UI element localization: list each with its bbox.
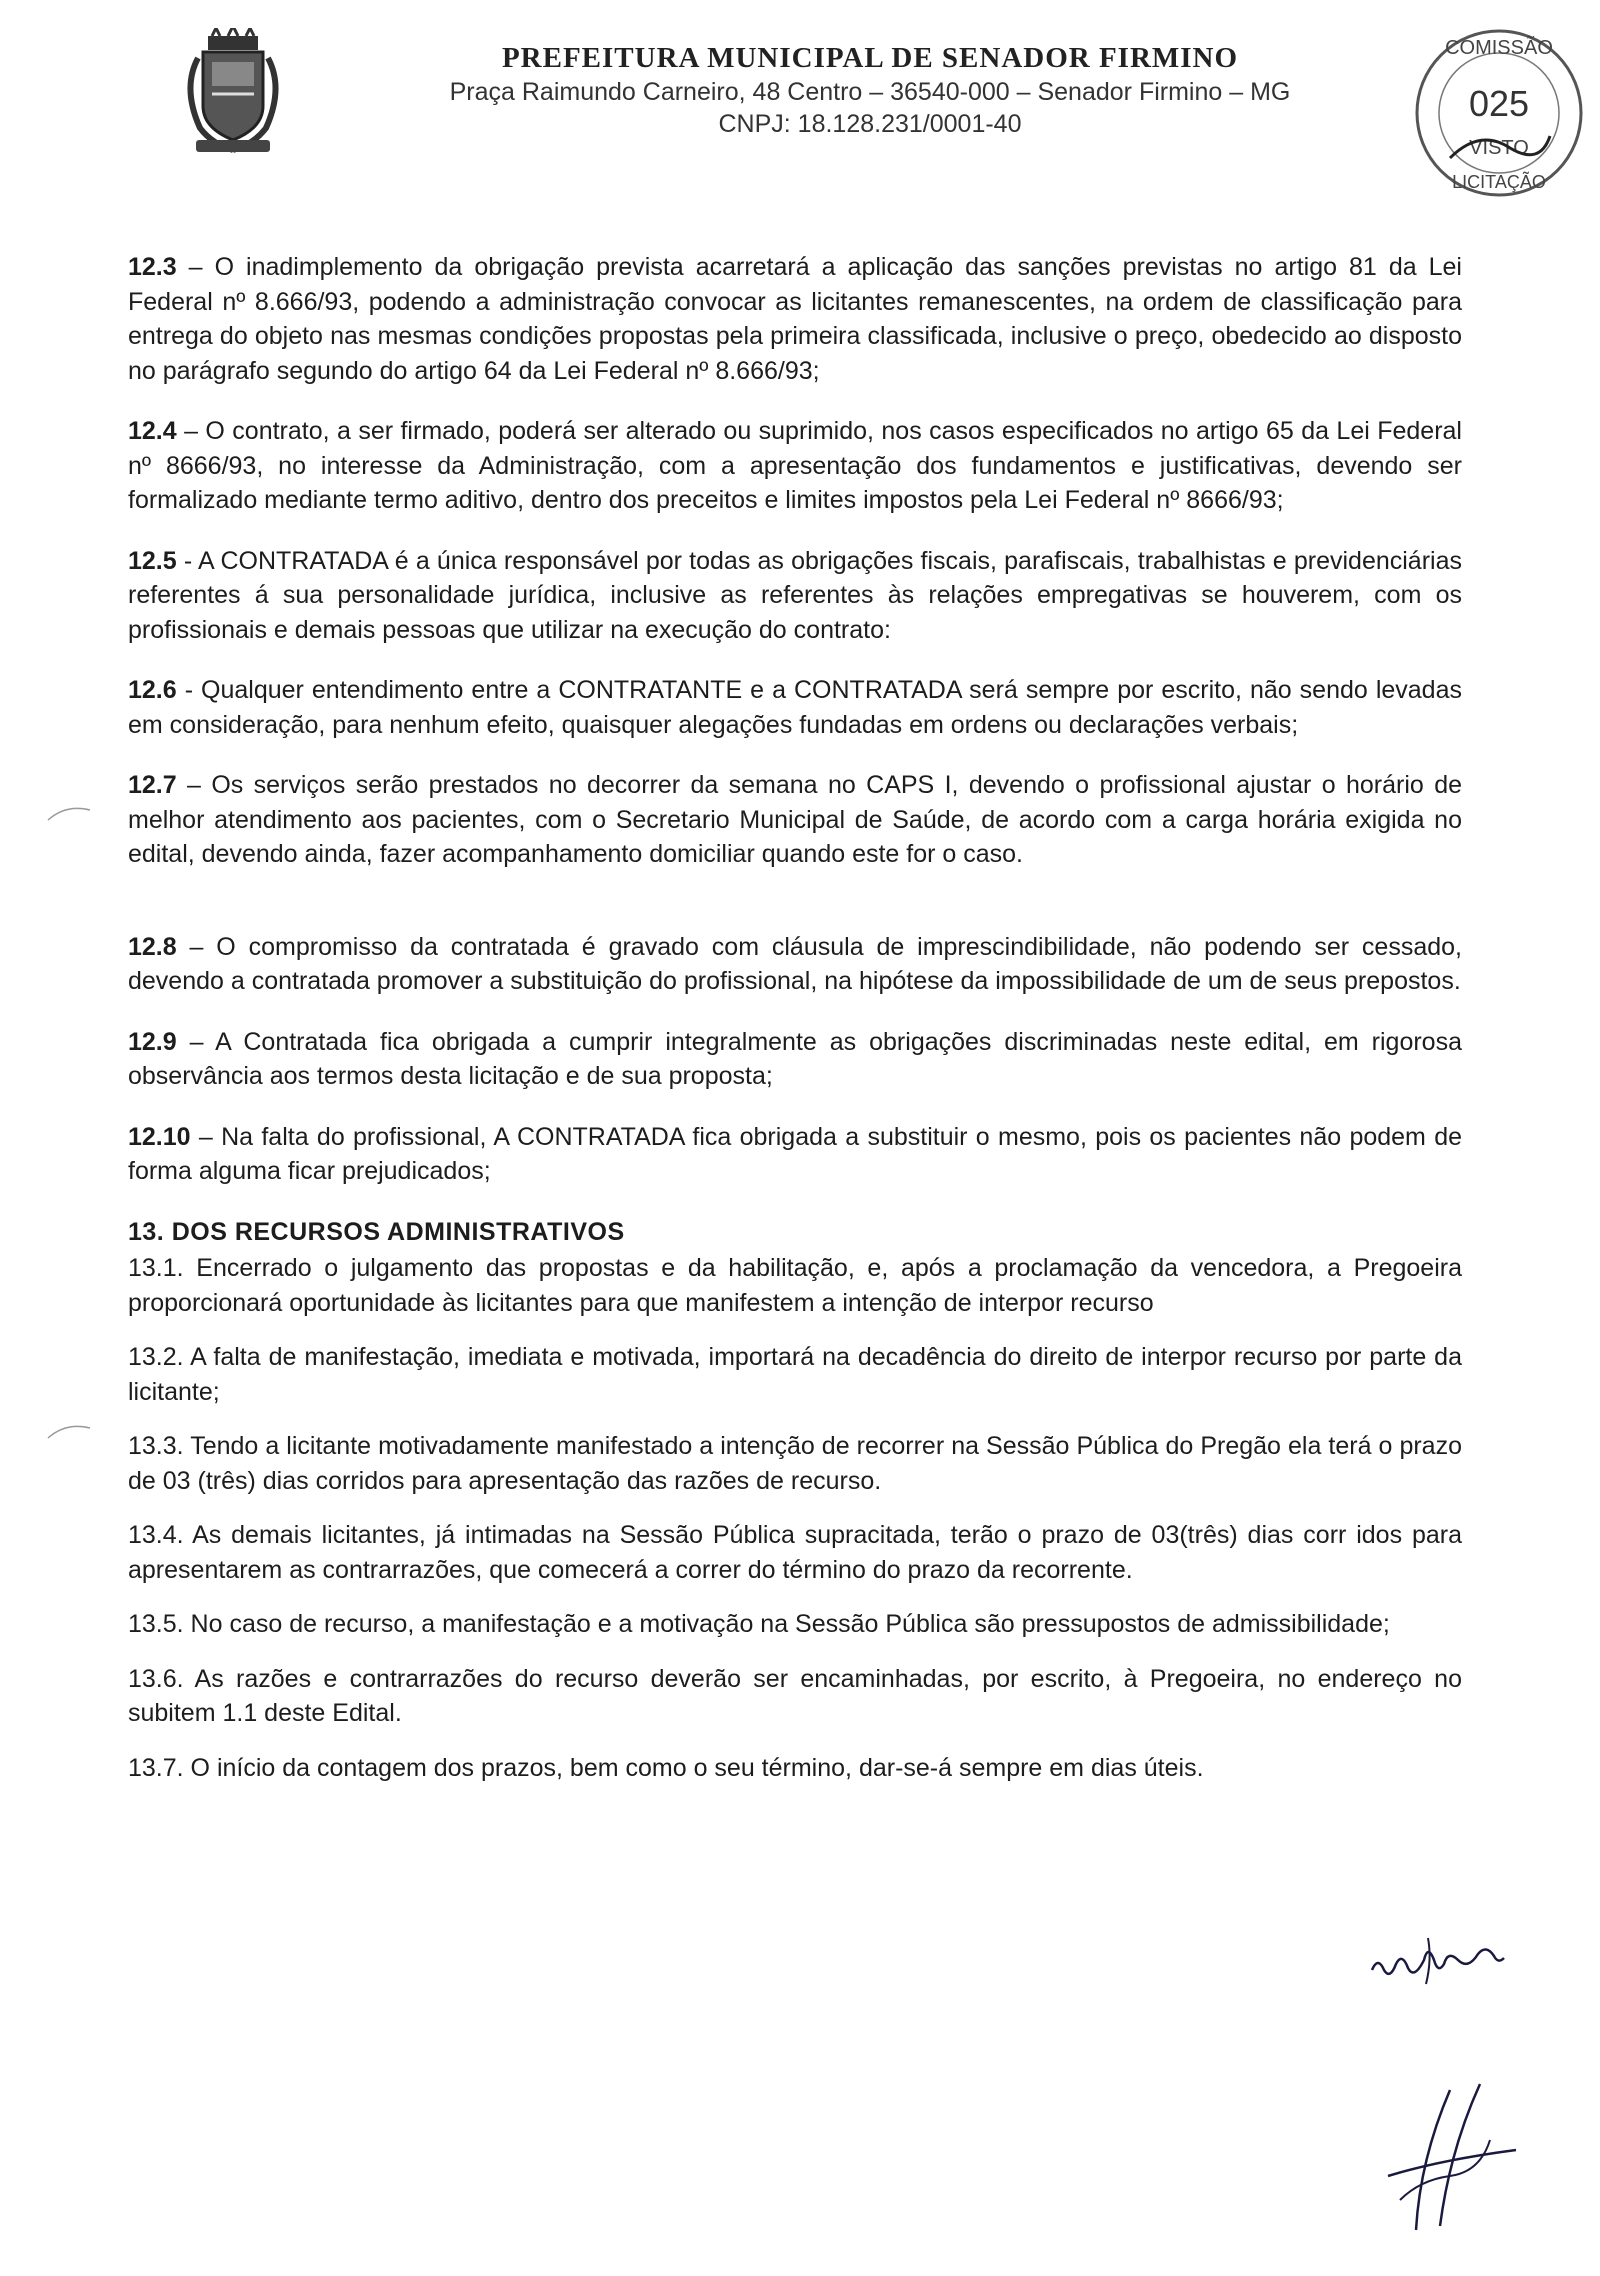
stamp-number: 025 — [1468, 83, 1530, 124]
item-13-6: 13.6. As razões e contrarrazões do recurso deverão ser encaminhadas, por escrito, à Pregoeira, no endereço no subitem 1.1 deste Edital. — [128, 1664, 1462, 1727]
item-13-1: 13.1. Encerrado o julgamento das propostas e da habilitação, e, após a proclamação da vencedora, a Pregoeira proporcionará oportunidade às licitantes para que manifestem a intenção de interpor recurso — [128, 1254, 1462, 1317]
clause-12-8: 12.8 – O compromisso da contratada é gravado com cláusula de imprescindibilidade, não podendo ser cessado, devendo a contratada promover a substituição do profissional, na hipótese da impossibilidade de um de seus prepostos. — [128, 932, 1462, 995]
letterhead-address: Praça Raimundo Carneiro, 48 Centro – 36540-000 – Senador Firmino – MG — [449, 78, 1291, 106]
clause-12-7: 12.7 – Os serviços serão prestados no decorrer da semana no CAPS I, devendo o profissional ajustar o horário de melhor atendimento aos pacientes, com o Secretario Municipal de Saúde, de acordo com a carga horária exigida no edital, devendo ainda, fazer acompanhamento domiciliar quando este for o caso. — [128, 771, 1462, 868]
stamp-visto-text: VISTO — [1469, 137, 1529, 159]
stamp-top-text: COMISSÃO — [1445, 37, 1553, 59]
section-title: 13. DOS RECURSOS ADMINISTRATIVOS — [128, 1217, 625, 1246]
clause-12-5: 12.5 - A CONTRATADA é a única responsável por todas as obrigações fiscais, parafiscais, trabalhistas e previdenciárias referentes á sua personalidade jurídica, inclusive as referentes às relações empregativas se houverem, com os profissionais e demais pessoas que utilizar na execução do contrato: — [128, 546, 1462, 644]
letterhead — [0, 0, 1600, 200]
clause-12-10: 12.10 – Na falta do profissional, A CONTRATADA fica obrigada a substituir o mesmo, pois os pacientes não podem de forma alguma ficar prejudicados; — [128, 1122, 1462, 1185]
item-13-3: 13.3. Tendo a licitante motivadamente manifestado a intenção de recorrer na Sessão Pública do Pregão ela terá o prazo de 03 (três) dias corridos para apresentação das razões de recurso. — [128, 1432, 1462, 1495]
letterhead-title: PREFEITURA MUNICIPAL DE SENADOR FIRMINO — [501, 42, 1239, 74]
document-body — [128, 250, 1462, 1785]
coat-of-arms-logo — [178, 28, 288, 158]
clause-12-3: 12.3 – O inadimplemento da obrigação prevista acarretará a aplicação das sanções previstas no artigo 81 da Lei Federal nº 8.666/93, podendo a administração convocar as licitantes remanescentes, na ordem de classificação para entrega do objeto nas mesmas condições propostas pela primeira classificada, inclusive o preço, obedecido ao disposto no parágrafo segundo do artigo 64 da Lei Federal nº 8.666/93; — [128, 253, 1462, 385]
commission-stamp — [1410, 18, 1588, 208]
handwritten-signature — [1368, 1930, 1508, 1990]
item-13-4: 13.4. As demais licitantes, já intimadas na Sessão Pública supracitada, terão o prazo de 03(três) dias corr idos para apresentarem as contrarrazões, que comecerá a correr do término do prazo da recorrente. — [128, 1521, 1462, 1584]
item-13-7: 13.7. O início da contagem dos prazos, bem como o seu término, dar-se-á sempre em dias úteis. — [128, 1753, 1204, 1782]
clause-12-4: 12.4 – O contrato, a ser firmado, poderá ser alterado ou suprimido, nos casos especificados no artigo 65 da Lei Federal nº 8666/93, no interesse da Administração, com a apresentação dos fundamentos e justificativas, devendo ser formalizado mediante termo aditivo, dentro dos preceitos e limites impostos pela Lei Federal nº 8666/93; — [128, 417, 1462, 514]
clause-12-6: 12.6 - Qualquer entendimento entre a CONTRATANTE e a CONTRATADA será sempre por escrito, não sendo levadas em consideração, para nenhum efeito, quaisquer alegações fundadas em ordens ou declarações verbais; — [128, 676, 1462, 739]
letterhead-cnpj: CNPJ: 18.128.231/0001-40 — [718, 110, 1022, 138]
margin-mark — [46, 800, 96, 830]
item-13-2: 13.2. A falta de manifestação, imediata e motivada, importará na decadência do direito de interpor recurso por parte da licitante; — [128, 1343, 1462, 1406]
item-13-5: 13.5. No caso de recurso, a manifestação e a motivação na Sessão Pública são pressupostos de admissibilidade; — [128, 1610, 1390, 1638]
stamp-bottom-text: LICITAÇÃO — [1452, 172, 1546, 192]
margin-mark — [46, 1418, 96, 1448]
clause-12-9: 12.9 – A Contratada fica obrigada a cumprir integralmente as obrigações discriminadas neste edital, em rigorosa observância aos termos desta licitação e de sua proposta; — [128, 1027, 1462, 1090]
handwritten-initials — [1380, 2080, 1520, 2240]
